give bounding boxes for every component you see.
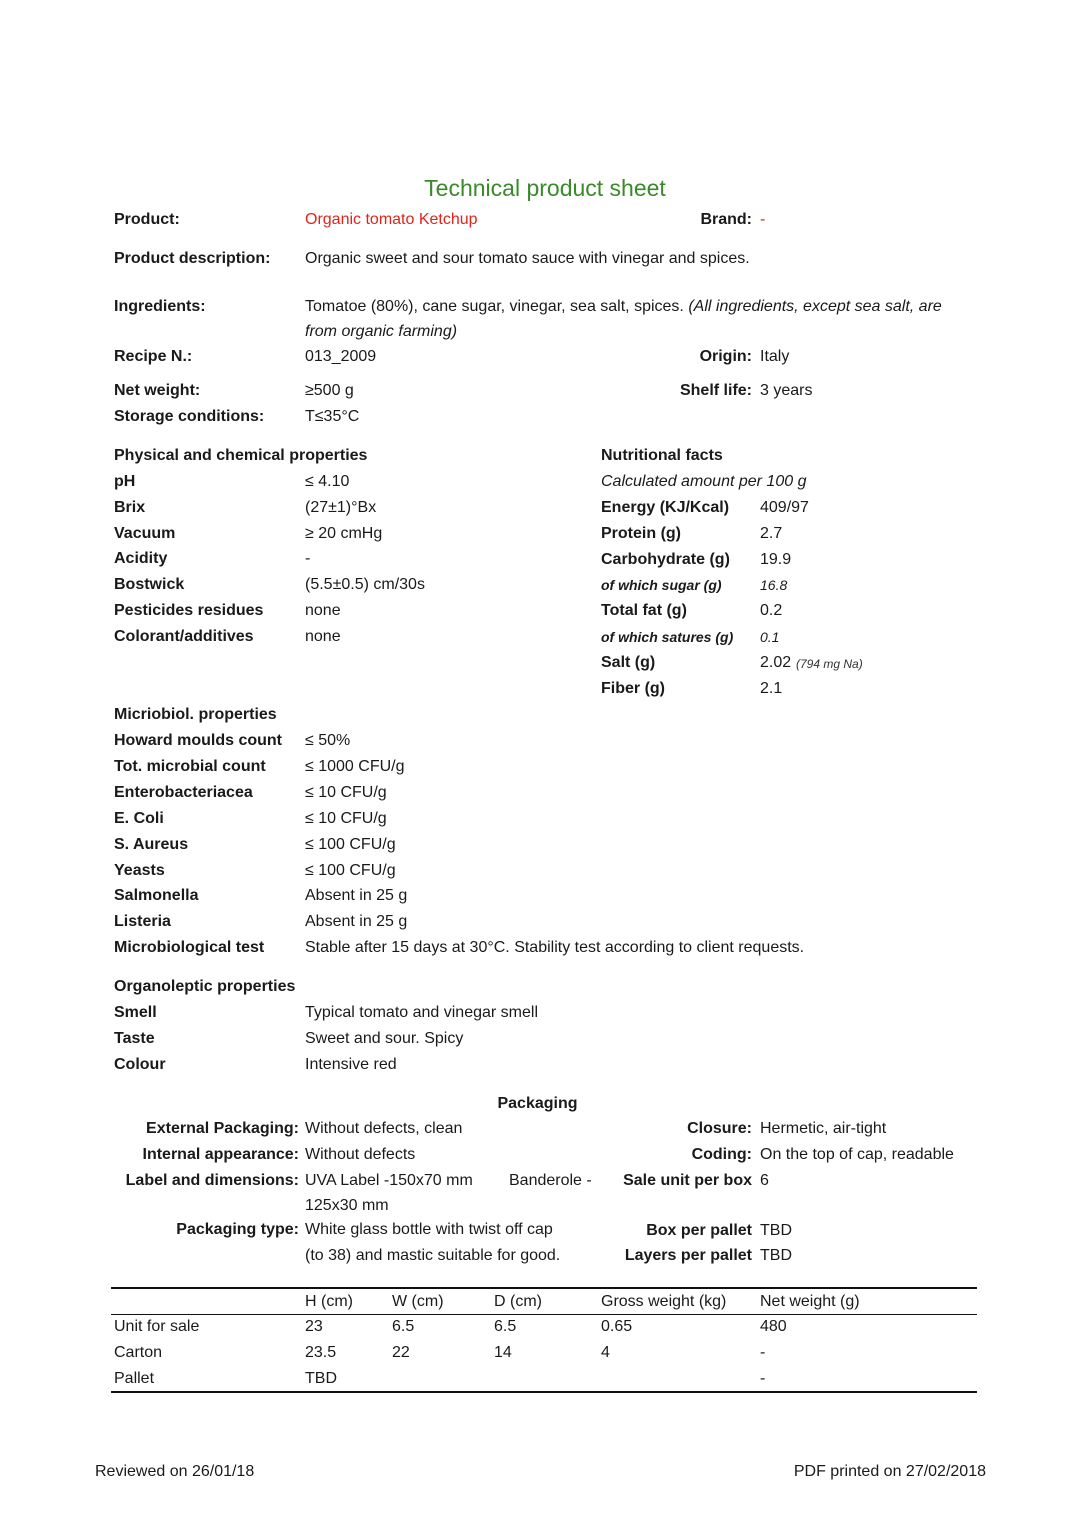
nutrition-row-label: Protein (g) xyxy=(601,524,681,542)
physical-row-label: Colorant/additives xyxy=(114,627,254,645)
ingredients-value xyxy=(305,297,942,317)
salt-sodium-note: (794 mg Na) xyxy=(796,656,863,671)
nutrition-row-label: Fiber (g) xyxy=(601,679,665,697)
table-cell: 0.65 xyxy=(601,1318,633,1335)
physical-heading: Physical and chemical properties xyxy=(114,447,368,464)
table-cell: 4 xyxy=(601,1343,610,1361)
layers-per-pallet-label: Layers per pallet xyxy=(624,1247,752,1264)
page-title: Technical product sheet xyxy=(424,175,666,201)
physical-row-label: Pesticides residues xyxy=(114,602,264,619)
product-value: Organic tomato Ketchup xyxy=(305,211,478,228)
reviewed-date: Reviewed on 26/01/18 xyxy=(95,1463,255,1480)
external-packaging-label: External Packaging: xyxy=(146,1120,299,1137)
product-label: Product: xyxy=(114,211,180,228)
table-cell: 6.5 xyxy=(392,1318,415,1335)
table-cell: 23.5 xyxy=(305,1343,337,1361)
coding-value: On the top of cap, readable xyxy=(760,1146,954,1163)
physical-row-label: Bostwick xyxy=(114,576,185,594)
physical-row-value: ≤ 4.10 xyxy=(305,473,350,490)
table-header-cell: Net weight (g) xyxy=(760,1293,860,1310)
micro-row-label: S. Aureus xyxy=(114,835,189,853)
nutrition-row-label: of which satures (g) xyxy=(601,629,734,645)
micro-heading: Micriobiol. properties xyxy=(114,706,277,723)
micro-row-value: ≤ 50% xyxy=(305,732,351,749)
shelf-life-value: 3 years xyxy=(760,382,813,399)
micro-row-value: ≤ 10 CFU/g xyxy=(305,809,387,827)
micro-row-label: Howard moulds count xyxy=(114,732,282,749)
nutrition-row-label: Carbohydrate (g) xyxy=(601,550,730,568)
internal-appearance-value: Without defects xyxy=(305,1146,416,1163)
brand-label: Brand: xyxy=(700,211,752,228)
description-value: Organic sweet and sour tomato sauce with vinegar and spices. xyxy=(305,250,750,267)
recipe-label: Recipe N.: xyxy=(114,348,193,365)
table-top-rule xyxy=(111,1287,977,1289)
table-cell: 23 xyxy=(305,1318,323,1335)
organoleptic-row-label: Colour xyxy=(114,1055,166,1073)
nutrition-row-label: of which sugar (g) xyxy=(601,577,722,594)
table-header-cell: H (cm) xyxy=(305,1293,353,1310)
nutrition-row-value: 409/97 xyxy=(760,499,809,516)
table-cell: 14 xyxy=(494,1343,512,1361)
nutrition-subheading: Calculated amount per 100 g xyxy=(601,473,807,490)
table-cell: 6.5 xyxy=(494,1318,517,1335)
physical-row-label: pH xyxy=(114,473,136,490)
packaging-type-label: Packaging type: xyxy=(176,1221,299,1238)
table-header-cell: W (cm) xyxy=(392,1293,444,1310)
table-cell: - xyxy=(760,1369,766,1387)
organoleptic-row-value: Sweet and sour. Spicy xyxy=(305,1029,464,1047)
sale-unit-value: 6 xyxy=(760,1172,769,1189)
box-per-pallet-label: Box per pallet xyxy=(646,1222,752,1239)
micro-row-value: Absent in 25 g xyxy=(305,887,408,905)
micro-row-label: E. Coli xyxy=(114,809,164,827)
nutrition-row-label: Energy (KJ/Kcal) xyxy=(601,499,730,516)
physical-row-value: none xyxy=(305,602,341,619)
physical-row-value: ≥ 20 cmHg xyxy=(305,524,383,542)
table-cell: TBD xyxy=(305,1369,337,1387)
description-label: Product description: xyxy=(114,250,271,267)
ingredients-note-2: from organic farming) xyxy=(305,323,458,340)
micro-row-value: Stable after 15 days at 30°C. Stability test according to client requests. xyxy=(305,939,805,957)
table-cell: 480 xyxy=(760,1318,787,1335)
table-cell: - xyxy=(760,1343,766,1361)
layers-per-pallet-value: TBD xyxy=(760,1247,792,1264)
ingredients-label: Ingredients: xyxy=(114,298,206,315)
nutrition-row-label: Total fat (g) xyxy=(601,602,687,620)
micro-row-value: Absent in 25 g xyxy=(305,913,408,931)
internal-appearance-label: Internal appearance: xyxy=(142,1146,299,1163)
table-header-cell: Gross weight (kg) xyxy=(601,1293,727,1310)
printed-date: PDF printed on 27/02/2018 xyxy=(793,1463,986,1480)
storage-label: Storage conditions: xyxy=(114,408,265,425)
coding-label: Coding: xyxy=(691,1146,752,1163)
table-header-rule xyxy=(111,1314,977,1315)
banderole-value: Banderole - xyxy=(509,1172,592,1189)
physical-row-value: (27±1)°Bx xyxy=(305,498,377,516)
physical-row-value: - xyxy=(305,550,311,568)
physical-row-value: (5.5±0.5) cm/30s xyxy=(305,576,425,594)
label-dimensions-label: Label and dimensions: xyxy=(125,1172,299,1189)
ingredients-note: (All ingredients, except sea salt, are xyxy=(688,298,942,315)
nutrition-heading: Nutritional facts xyxy=(601,447,723,464)
nutrition-row-value: 2.7 xyxy=(760,524,783,542)
micro-row-value: ≤ 100 CFU/g xyxy=(305,861,396,879)
micro-row-value: ≤ 1000 CFU/g xyxy=(305,757,405,775)
physical-row-label: Vacuum xyxy=(114,524,176,542)
organoleptic-row-label: Smell xyxy=(114,1004,157,1021)
nutrition-row-value: 0.1 xyxy=(760,629,780,645)
sale-unit-label: Sale unit per box xyxy=(623,1172,752,1189)
external-packaging-value: Without defects, clean xyxy=(305,1120,463,1137)
nutrition-row-value: 2.02 xyxy=(760,653,792,671)
organoleptic-row-value: Typical tomato and vinegar smell xyxy=(305,1004,538,1021)
nutrition-row-value: 2.1 xyxy=(760,679,783,697)
label-dimensions-value: UVA Label -150x70 mm xyxy=(305,1172,473,1189)
origin-label: Origin: xyxy=(699,348,752,365)
net-weight-label: Net weight: xyxy=(114,382,201,399)
physical-row-label: Brix xyxy=(114,498,146,516)
shelf-life-label: Shelf life: xyxy=(679,382,752,399)
physical-row-label: Acidity xyxy=(114,550,168,568)
micro-row-value: ≤ 10 CFU/g xyxy=(305,783,387,801)
recipe-value: 013_2009 xyxy=(305,348,377,365)
packaging-type-value: White glass bottle with twist off cap xyxy=(305,1221,553,1238)
micro-row-label: Microbiological test xyxy=(114,939,265,957)
micro-row-label: Listeria xyxy=(114,913,171,931)
box-per-pallet-value: TBD xyxy=(760,1222,792,1239)
table-cell: 22 xyxy=(392,1343,410,1361)
micro-row-label: Tot. microbial count xyxy=(114,757,266,775)
brand-value: - xyxy=(760,211,766,228)
organoleptic-heading: Organoleptic properties xyxy=(114,978,296,995)
table-row-label: Pallet xyxy=(114,1369,155,1387)
packaging-type-value-2: (to 38) and mastic suitable for good. xyxy=(305,1247,561,1264)
storage-value: T≤35°C xyxy=(305,408,360,425)
origin-value: Italy xyxy=(760,348,790,365)
table-row-label: Unit for sale xyxy=(114,1318,200,1335)
micro-row-label: Salmonella xyxy=(114,887,199,905)
organoleptic-row-value: Intensive red xyxy=(305,1055,397,1073)
physical-row-value: none xyxy=(305,627,341,645)
packaging-heading: Packaging xyxy=(497,1095,578,1112)
banderole-dimensions: 125x30 mm xyxy=(305,1197,389,1214)
micro-row-label: Enterobacteriacea xyxy=(114,783,253,801)
ingredients-text: Tomatoe (80%), cane sugar, vinegar, sea salt, spices. xyxy=(305,298,684,315)
closure-label: Closure: xyxy=(687,1120,752,1137)
organoleptic-row-label: Taste xyxy=(114,1029,155,1047)
nutrition-row-value: 0.2 xyxy=(760,602,783,620)
closure-value: Hermetic, air-tight xyxy=(760,1120,887,1137)
nutrition-row-value: 16.8 xyxy=(760,577,788,594)
micro-row-value: ≤ 100 CFU/g xyxy=(305,835,396,853)
net-weight-value: ≥500 g xyxy=(305,382,354,399)
nutrition-row-value: 19.9 xyxy=(760,550,792,568)
table-row-label: Carton xyxy=(114,1343,163,1361)
micro-row-label: Yeasts xyxy=(114,861,165,879)
table-header-cell: D (cm) xyxy=(494,1293,542,1310)
nutrition-row-label: Salt (g) xyxy=(601,653,656,671)
table-bottom-rule xyxy=(111,1391,977,1393)
